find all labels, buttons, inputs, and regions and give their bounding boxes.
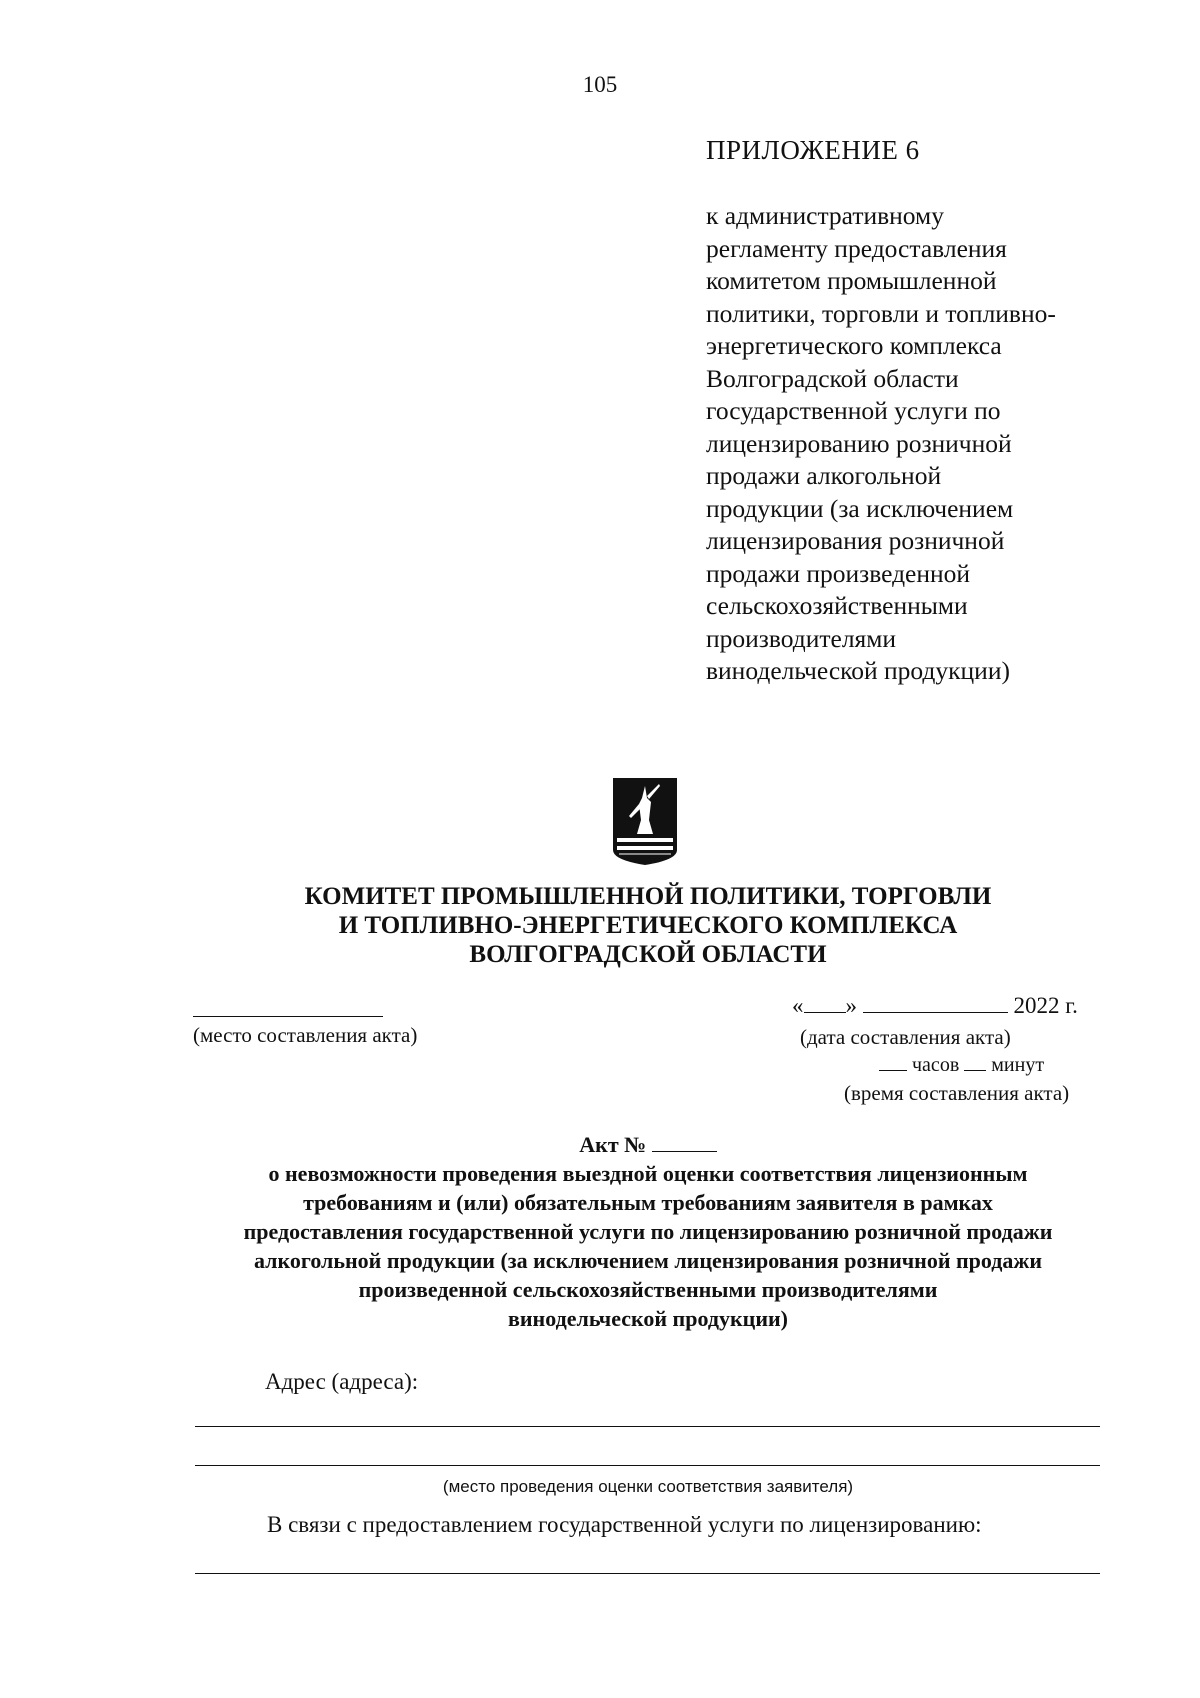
appendix-line: винодельческой продукции) (706, 656, 1010, 685)
page-number: 105 (582, 72, 618, 97)
act-number-line (0, 1130, 1200, 1159)
committee-line: И ТОПЛИВНО-ЭНЕРГЕТИЧЕСКОГО КОМПЛЕКСА (338, 912, 958, 939)
act-heading (0, 1130, 1200, 1333)
appendix-line: энергетического комплекса (706, 331, 1002, 360)
appendix-line: политики, торговли и топливно- (706, 298, 1056, 328)
appendix-title: ПРИЛОЖЕНИЕ 6 (706, 135, 920, 165)
act-title: Акт № (579, 1132, 647, 1157)
appendix-line: Волгоградской области (706, 363, 959, 393)
day-blank[interactable] (804, 1012, 846, 1013)
minutes-blank[interactable] (964, 1070, 986, 1071)
act-subtitle-line: алкогольной продукции (за исключением лицензирования розничной продажи (253, 1248, 1043, 1273)
appendix-line: продажи произведенной (706, 558, 971, 588)
place-label: (место составления акта) (193, 1023, 418, 1047)
act-subtitle-line: о невозможности проведения выездной оценки соответствия лицензионным (268, 1161, 1028, 1186)
date-label: (дата составления акта) (800, 1025, 1011, 1049)
date-field[interactable] (792, 993, 1078, 1019)
address-label: Адрес (адреса): (265, 1369, 419, 1394)
appendix-line: к административному (706, 201, 944, 230)
time-label: (время составления акта) (844, 1081, 1070, 1105)
hours-word: часов (912, 1054, 960, 1076)
appendix-line: комитетом промышленной (706, 266, 997, 295)
act-subtitle-line: предоставления государственной услуги по лицензированию розничной продажи (243, 1219, 1053, 1244)
service-connection-text: В связи с предоставлением государственной услуги по лицензированию: (267, 1512, 982, 1537)
act-subtitle-line: требованиям и (или) обязательным требованиям заявителя в рамках (303, 1190, 993, 1215)
committee-name (0, 882, 1200, 969)
assessment-place-label: (место проведения оценки соответствия заявителя) (442, 1477, 854, 1496)
appendix-line: производителями (706, 623, 897, 653)
hours-blank[interactable] (879, 1070, 907, 1071)
time-field[interactable] (879, 1054, 1044, 1077)
committee-line: ВОЛГОГРАДСКОЙ ОБЛАСТИ (469, 941, 827, 968)
appendix-line: лицензированию розничной (706, 428, 1012, 458)
appendix-line: продажи алкогольной (706, 461, 942, 490)
appendix-line: регламенту предоставления (706, 233, 1007, 263)
appendix-line: продукции (за исключением (706, 493, 1014, 523)
date-open-quote: « (792, 993, 804, 1018)
date-close-quote: » (845, 993, 857, 1018)
month-blank[interactable] (863, 1012, 1008, 1013)
act-subtitle-line: винодельческой продукции) (508, 1306, 788, 1331)
appendix-description (706, 200, 1146, 688)
appendix-line: сельскохозяйственными (706, 591, 968, 620)
license-input-line[interactable] (195, 1573, 1100, 1574)
address-input-line-2[interactable] (195, 1465, 1100, 1466)
appendix-line: государственной услуги по (706, 396, 1001, 425)
act-subtitle-line: произведенной сельскохозяйственными производителями (358, 1277, 938, 1302)
act-number-blank[interactable] (652, 1151, 717, 1152)
place-input-line[interactable] (193, 1016, 383, 1017)
committee-line: КОМИТЕТ ПРОМЫШЛЕННОЙ ПОЛИТИКИ, ТОРГОВЛИ (304, 883, 992, 910)
minutes-word: минут (991, 1054, 1045, 1076)
appendix-line: лицензирования розничной (706, 526, 1005, 555)
date-year: 2022 г. (1013, 993, 1078, 1018)
address-input-line-1[interactable] (195, 1426, 1100, 1427)
volgograd-coat-of-arms-icon (611, 776, 679, 866)
